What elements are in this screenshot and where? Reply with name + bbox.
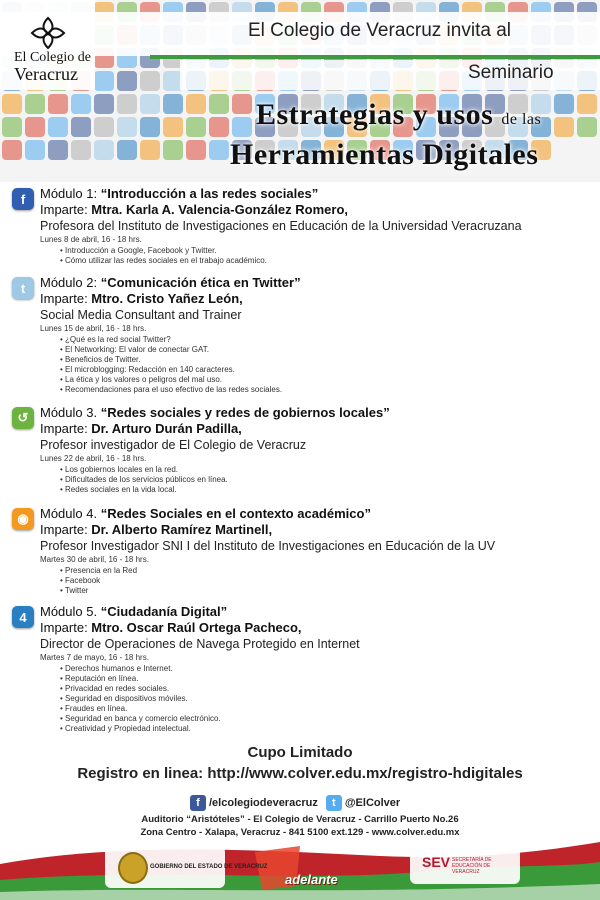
module-title xyxy=(40,405,595,421)
social-pattern-icon xyxy=(209,140,229,160)
speaker-name: Mtra. Karla A. Valencia-González Romero, xyxy=(91,202,349,217)
topic-item: • Introducción a Google, Facebook y Twitter. xyxy=(60,246,595,256)
module-speaker xyxy=(40,291,595,307)
module-number: Módulo 1: xyxy=(40,186,98,201)
module-date: Lunes 22 de abril, 16 - 18 hrs. xyxy=(40,454,147,463)
speaker-name: Dr. Alberto Ramírez Martinell, xyxy=(91,522,273,537)
footer-ribbon xyxy=(0,842,600,900)
topic-item: • ¿Qué es la red social Twitter? xyxy=(60,335,595,345)
veracruz-seal-icon xyxy=(118,852,148,884)
social-pattern-icon xyxy=(2,94,22,114)
social-pattern-icon xyxy=(48,140,68,160)
cupo-limitado: Cupo Limitado xyxy=(247,744,353,761)
header-green-line xyxy=(150,55,600,59)
speaker-role: Social Media Consultant and Trainer xyxy=(40,308,242,322)
module-speaker xyxy=(40,202,595,218)
social-pattern-icon xyxy=(554,117,574,137)
social-pattern-icon xyxy=(209,117,229,137)
topic-item: • Cómo utilizar las redes sociales en el trabajo académico. xyxy=(60,256,595,266)
module-speaker xyxy=(40,620,595,636)
social-pattern-icon xyxy=(117,140,137,160)
module-body xyxy=(40,275,595,395)
topic-item: • Derechos humanos e Internet. xyxy=(60,664,595,674)
social-pattern-icon xyxy=(140,94,160,114)
social-pattern-icon xyxy=(163,94,183,114)
module-body xyxy=(40,506,595,596)
flower-logo-icon xyxy=(28,14,68,52)
topic-item: • Creatividad y Propiedad intelectual. xyxy=(60,724,595,734)
address-line2: Zona Centro - Xalapa, Veracruz - 841 5100 ext.129 - www.colver.edu.mx xyxy=(140,827,460,838)
facebook-icon: f xyxy=(190,795,206,811)
module-date: Martes 7 de mayo, 16 - 18 hrs. xyxy=(40,653,149,662)
module-title xyxy=(40,275,595,291)
topic-item: • La ética y los valores o peligros del mal uso. xyxy=(60,375,595,385)
speaker-name: Dr. Arturo Durán Padilla, xyxy=(91,421,242,436)
topic-item: • El Networking: El valor de conectar GAT. xyxy=(60,345,595,355)
social-pattern-icon xyxy=(554,94,574,114)
module-topics xyxy=(60,465,595,495)
social-pattern-icon xyxy=(2,117,22,137)
social-pattern-icon xyxy=(232,117,252,137)
topic-item: • Dificultades de los servicios públicos en línea. xyxy=(60,475,595,485)
module-speaker xyxy=(40,522,595,538)
module-number: Módulo 2: xyxy=(40,275,98,290)
social-pattern-icon xyxy=(2,140,22,160)
title-main: Estrategias y usos xyxy=(256,98,494,131)
registration-link[interactable]: Registro en linea: http://www.colver.edu.mx/registro-hdigitales xyxy=(77,765,523,782)
social-pattern-icon xyxy=(48,117,68,137)
social-pattern-icon xyxy=(209,94,229,114)
gobierno-text: GOBIERNO DEL ESTADO DE VERACRUZ xyxy=(150,864,268,870)
event-title-line2: Herramientas Digitales xyxy=(230,138,539,171)
speaker-prefix: Imparte: xyxy=(40,522,92,537)
twitter-icon: t xyxy=(326,795,342,811)
social-pattern-icon xyxy=(163,117,183,137)
social-pattern-icon xyxy=(94,94,114,114)
module-speaker xyxy=(40,421,595,437)
speaker-role: Profesor Investigador SNI I del Instituto de Investigaciones en Educación de la UV xyxy=(40,539,496,553)
foursquare-icon: 4 xyxy=(12,606,34,628)
social-pattern-icon xyxy=(577,117,597,137)
module-title xyxy=(40,604,595,620)
sev-text: SECRETARÍA DE EDUCACIÓN DE VERACRUZ xyxy=(452,857,492,875)
module-date: Lunes 15 de abril, 16 - 18 hrs. xyxy=(40,324,147,333)
social-pattern-icon xyxy=(140,140,160,160)
title-small: de las xyxy=(501,111,542,128)
social-pattern-icon xyxy=(140,117,160,137)
module-topics xyxy=(60,335,595,395)
topic-item: • Twitter xyxy=(60,586,595,596)
module-topics xyxy=(60,566,595,596)
topic-item: • Seguridad en dispositivos móviles. xyxy=(60,694,595,704)
social-pattern-icon xyxy=(186,117,206,137)
module-body xyxy=(40,405,595,495)
facebook-icon: f xyxy=(12,188,34,210)
module-topics xyxy=(60,246,595,266)
social-pattern-icon xyxy=(117,71,137,91)
social-pattern-icon xyxy=(25,117,45,137)
module-body xyxy=(40,604,595,734)
topic-item: • Recomendaciones para el uso efectivo de las redes sociales. xyxy=(60,385,595,395)
module-body xyxy=(40,186,595,266)
social-pattern-icon xyxy=(577,94,597,114)
facebook-handle[interactable]: /elcolegiodeveracruz xyxy=(209,797,318,809)
speaker-prefix: Imparte: xyxy=(40,291,92,306)
adelante-logo: adelante xyxy=(285,872,338,887)
address-line1: Auditorio “Aristóteles” - El Colegio de Veracruz - Carrillo Puerto No.26 xyxy=(141,814,459,825)
module-name: “Ciudadanía Digital” xyxy=(100,604,228,619)
module-title xyxy=(40,506,595,522)
module-name: “Redes Sociales en el contexto académico” xyxy=(100,506,371,521)
module-number: Módulo 5. xyxy=(40,604,98,619)
module-name: “Redes sociales y redes de gobiernos locales” xyxy=(100,405,390,420)
speaker-name: Mtro. Oscar Raúl Ortega Pacheco, xyxy=(91,620,302,635)
social-pattern-icon xyxy=(163,140,183,160)
rss-icon: ◉ xyxy=(12,508,34,530)
twitter-icon: t xyxy=(12,277,34,299)
social-pattern-icon xyxy=(186,140,206,160)
topic-item: • Presencia en la Red xyxy=(60,566,595,576)
module-name: “Introducción a las redes sociales” xyxy=(100,186,319,201)
speaker-prefix: Imparte: xyxy=(40,421,92,436)
social-pattern-icon xyxy=(48,94,68,114)
social-pattern-icon xyxy=(94,71,114,91)
topic-item: • Reputación en línea. xyxy=(60,674,595,684)
social-pattern-icon xyxy=(71,117,91,137)
social-pattern-icon xyxy=(94,140,114,160)
speaker-prefix: Imparte: xyxy=(40,202,92,217)
topic-item: • Los gobiernos locales en la red. xyxy=(60,465,595,475)
sev-logo: SEV xyxy=(422,854,451,870)
footer-logos xyxy=(0,842,600,900)
speaker-role: Profesor investigador de El Colegio de Veracruz xyxy=(40,438,307,452)
topic-item: • Fraudes en línea. xyxy=(60,704,595,714)
logo-text-colegio: El Colegio de xyxy=(14,50,91,65)
module-date: Martes 30 de abril, 16 - 18 hrs. xyxy=(40,555,149,564)
social-pattern-icon xyxy=(25,94,45,114)
social-pattern-icon xyxy=(25,140,45,160)
logo-text-veracruz: Veracruz xyxy=(14,64,78,84)
social-pattern-icon xyxy=(232,94,252,114)
seminar-label: Seminario xyxy=(468,62,554,83)
social-pattern-icon xyxy=(71,94,91,114)
event-title-line1 xyxy=(256,98,541,132)
colver-logo xyxy=(0,0,95,90)
module-number: Módulo 4. xyxy=(40,506,98,521)
social-links xyxy=(190,794,400,812)
topic-item: • Seguridad en banca y comercio electrónico. xyxy=(60,714,595,724)
module-date: Lunes 8 de abril, 16 - 18 hrs. xyxy=(40,235,142,244)
twitter-handle[interactable]: @ElColver xyxy=(344,797,401,809)
social-pattern-icon xyxy=(186,94,206,114)
speaker-role: Profesora del Instituto de Investigaciones en Educación de la Universidad Veracruzana xyxy=(40,219,522,233)
social-pattern-icon xyxy=(94,117,114,137)
topic-item: • El microblogging: Redacción en 140 caracteres. xyxy=(60,365,595,375)
topic-item: • Beneficios de Twitter. xyxy=(60,355,595,365)
module-number: Módulo 3. xyxy=(40,405,98,420)
social-pattern-icon xyxy=(117,94,137,114)
share-icon: ↺ xyxy=(12,407,34,429)
topic-item: • Privacidad en redes sociales. xyxy=(60,684,595,694)
social-pattern-icon xyxy=(71,140,91,160)
topic-item: • Redes sociales en la vida local. xyxy=(60,485,595,495)
module-name: “Comunicación ética en Twitter” xyxy=(100,275,301,290)
header-banner xyxy=(0,0,600,182)
module-title xyxy=(40,186,595,202)
speaker-prefix: Imparte: xyxy=(40,620,92,635)
topic-item: • Facebook xyxy=(60,576,595,586)
module-topics xyxy=(60,664,595,734)
speaker-role: Director de Operaciones de Navega Protegido en Internet xyxy=(40,637,360,651)
invite-heading: El Colegio de Veracruz invita al xyxy=(248,20,511,41)
social-pattern-icon xyxy=(117,117,137,137)
social-pattern-icon xyxy=(140,71,160,91)
speaker-name: Mtro. Cristo Yañez León, xyxy=(91,291,243,306)
